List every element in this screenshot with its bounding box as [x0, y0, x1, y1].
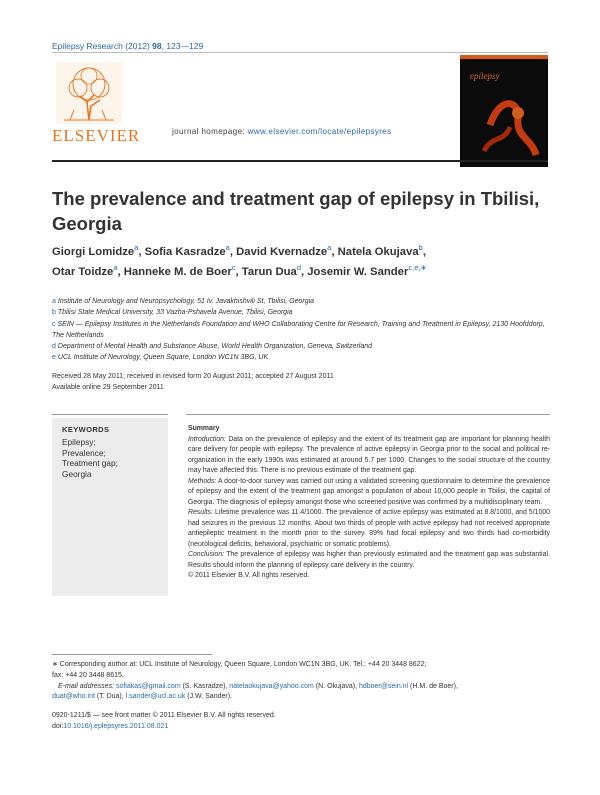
email-link[interactable]: natelaokujava@yahoo.com — [229, 682, 314, 690]
front-matter-info — [52, 711, 276, 733]
email-addresses: E-mail addresses: sofiakas@gmail.com (S. Kasradze), natelaokujava@yahoo.com (N. Okujava), hdboer@sein.nl (H.M. de Boer), — [58, 682, 458, 690]
footnotes — [52, 660, 552, 703]
keyword: Treatment gap; — [62, 458, 118, 468]
article-history — [52, 372, 552, 393]
abstract-paragraph: Conclusion: The prevalence of epilepsy was higher than previously estimated and the treatment gap was substantial. Results should inform the planning of epilepsy care delivery in the country. — [188, 551, 550, 569]
keyword: Epilepsy; — [62, 437, 96, 447]
publisher-name: ELSEVIER — [52, 126, 141, 145]
affiliation: c SEIN — Epilepsy Institutes in the Netherlands Foundation and WHO Collaborating Centre for Research, Training and Treatment in Epilepsy, 2130 Hoofddorp, The Netherlands — [52, 320, 545, 339]
elsevier-tree-logo — [56, 62, 122, 129]
affiliation: a Institute of Neurology and Neuropsychology, 51 Iv. Javakhishvili St, Tbilisi, Georgia — [52, 298, 315, 305]
author[interactable]: Josemir W. Sander$^{c,e,∗}$ — [307, 262, 427, 278]
author[interactable]: Tarun Dua$^d$ — [241, 262, 301, 278]
author[interactable]: Natela Okujava$^b$ — [337, 243, 423, 258]
author-list: Giorgi Lomidze$^a$, Sofia Kasradze$^a$, David Kvernadze$^a$, Natela Okujava$^b$, Otar Toidze$^a$, Hanneke M. de Boer$^c$, Tarun Dua$^d$, Josemir W. Sander$^{c,e,∗}$ — [52, 243, 427, 278]
affiliations — [52, 296, 552, 364]
summary-rule — [186, 414, 550, 415]
available-online: Available online 29 September 2011 — [52, 383, 164, 391]
keywords-list — [62, 437, 118, 479]
journal-homepage: journal homepage: www.elsevier.com/locate/epilepsyres — [172, 127, 392, 136]
keywords-rule — [52, 414, 168, 415]
corresponding-author: ∗ Corresponding author at: UCL Institute of Neurology, Queen Square, London WC1N 3BG, UK. Tel.: +44 20 3448 8622; — [52, 661, 427, 668]
fax: fax: +44 20 3448 8615. — [52, 671, 124, 679]
abstract-paragraph: Results: Lifetime prevalence was 11.4/1000. The prevalence of active epilepsy was estimated at 8.8/1000, and 5/1000 had seizures in the previous 12 months. About two thirds of people with active epilepsy had not received appropriate antiepileptic treatment in the month prior to the survey. 89% had focal epilepsy and two thirds had co-morbidity (neurological deficits, behavioral, psychiatric or somatic problems). — [188, 509, 550, 548]
keyword: Georgia — [62, 468, 92, 479]
author[interactable]: Giorgi Lomidze$^a$ — [52, 243, 139, 258]
affiliation: d Department of Mental Health and Substance Abuse, World Health Organization, Geneva, Switzerland — [52, 343, 373, 351]
article-title: The prevalence and treatment gap of epilepsy in Tbilisi, Georgia — [52, 188, 540, 234]
abstract-paragraph: Introduction: Data on the prevalence of epilepsy and the extent of its treatment gap are important for planning health care delivery for people with epilepsy. The prevalence of active epilepsy in Georgia prior to the social and political re-organization in the early 1990s was estimated at around 5.7 per 1000. Changes to the social structure of the country may have affected this. There is no previous estimate of the treatment gap. — [188, 435, 550, 474]
abstract-heading: Summary — [188, 425, 220, 432]
doi-link[interactable]: 10.1016/j.eplepsyres.2011.08.021 — [63, 722, 169, 730]
journal-citation[interactable]: Epilepsy Research (2012) 98, 123—129 — [52, 41, 204, 51]
homepage-link[interactable]: www.elsevier.com/locate/epilepsyres — [247, 127, 392, 136]
issn-line: 0920-1211/$ — see front matter © 2011 Elsevier B.V. All rights reserved. — [52, 712, 276, 719]
copyright: © 2011 Elsevier B.V. All rights reserved. — [188, 572, 310, 579]
header-top-rule — [52, 52, 548, 53]
email-link[interactable]: hdboer@sein.nl — [358, 682, 409, 690]
email-link[interactable]: l.sander@ucl.ac.uk — [125, 693, 186, 701]
email-addresses-cont: duat@who.int (T. Dua), l.sander@ucl.ac.uk (J.W. Sander). — [52, 693, 232, 701]
keywords-heading: KEYWORDS — [62, 425, 110, 434]
footnote-rule — [52, 654, 212, 655]
abstract-paragraph: Methods: A door-to-door survey was carried out using a validated screening questionnaire to determine the prevalence of epilepsy and the extent of the treatment gap amongst a population of about 10,000 people in Tbilisi, the capital of Georgia. The diagnosis of epilepsy amongst those who screened positive was confirmed by a multidisciplinary team. — [188, 477, 550, 506]
cover-title: epilepsy — [470, 71, 500, 81]
doi-line: doi:10.1016/j.eplepsyres.2011.08.021 — [52, 722, 169, 730]
header-bottom-rule — [52, 160, 548, 162]
author[interactable]: David Kvernadze$^a$ — [236, 243, 332, 258]
email-link[interactable]: sofiakas@gmail.com — [115, 682, 181, 690]
affiliation: b Tbilisi State Medical University, 33 Vazha-Pshavela Avenue, Tbilisi, Georgia — [52, 309, 293, 317]
keyword: Prevalence; — [62, 447, 106, 458]
author[interactable]: Hanneke M. de Boer$^c$ — [123, 262, 236, 278]
affiliation: e UCL Institute of Neurology, Queen Square, London WC1N 3BG, UK — [52, 354, 269, 362]
email-link[interactable]: duat@who.int — [52, 693, 95, 701]
abstract — [188, 424, 550, 582]
author[interactable]: Otar Toidze$^a$ — [52, 262, 118, 278]
author[interactable]: Sofia Kasradze$^a$ — [144, 243, 230, 258]
received-dates: Received 28 May 2011; received in revised form 20 August 2011; accepted 27 August 2011 — [52, 373, 334, 380]
journal-cover — [460, 55, 548, 167]
